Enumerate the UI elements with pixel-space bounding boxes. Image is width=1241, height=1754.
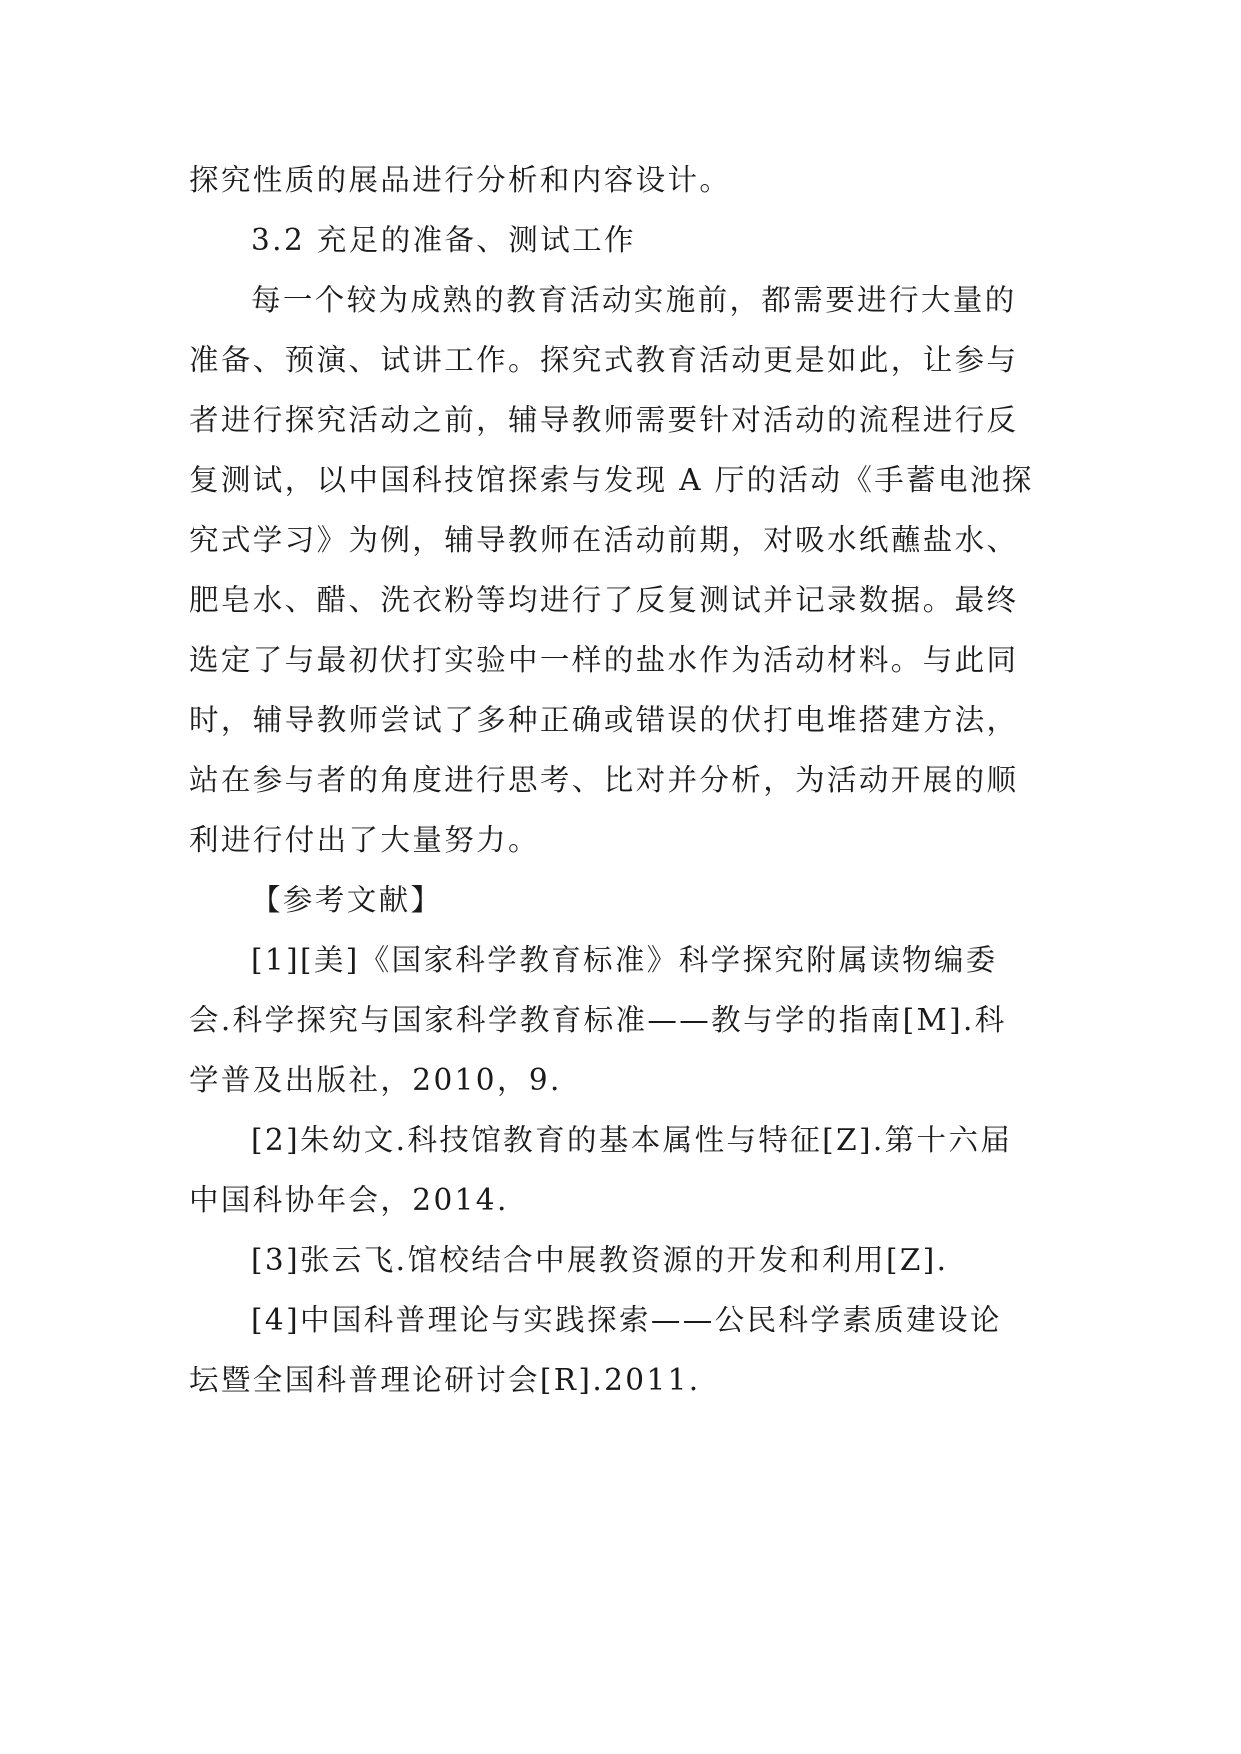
paragraph-line: 究式学习》为例，辅导教师在活动前期，对吸水纸蘸盐水、 [189, 523, 1019, 557]
reference-line: [4]中国科普理论与实践探索——公民科学素质建设论 [251, 1303, 1002, 1337]
reference-line: 坛暨全国科普理论研讨会[R].2011. [189, 1363, 701, 1397]
paragraph-line: 准备、预演、试讲工作。探究式教育活动更是如此，让参与 [189, 343, 1019, 377]
reference-line: [1][美]《国家科学教育标准》科学探究附属读物编委 [251, 943, 998, 977]
paragraph-line: 时，辅导教师尝试了多种正确或错误的伏打电堆搭建方法， [189, 703, 1019, 737]
paragraph-line: 每一个较为成熟的教育活动实施前，都需要进行大量的 [251, 283, 1017, 317]
paragraph-line: 者进行探究活动之前，辅导教师需要针对活动的流程进行反 [189, 403, 1019, 437]
paragraph-line: 选定了与最初伏打实验中一样的盐水作为活动材料。与此同 [189, 643, 1019, 677]
section-heading: 3.2 充足的准备、测试工作 [251, 223, 636, 257]
reference-line: [3]张云飞.馆校结合中展教资源的开发和利用[Z]. [251, 1243, 949, 1277]
body-text [189, 150, 1059, 1410]
reference-line: [2]朱幼文.科技馆教育的基本属性与特征[Z].第十六届 [251, 1123, 1013, 1157]
reference-line: 学普及出版社，2010，9. [189, 1063, 562, 1097]
paragraph-line: 探究性质的展品进行分析和内容设计。 [189, 163, 732, 197]
paragraph-line: 站在参与者的角度进行思考、比对并分析，为活动开展的顺 [189, 763, 1019, 797]
references-heading: 【参考文献】 [251, 883, 443, 917]
reference-line: 会.科学探究与国家科学教育标准——教与学的指南[M].科 [189, 1003, 1007, 1037]
paragraph-line: 利进行付出了大量努力。 [189, 823, 540, 857]
paragraph-line: 复测试，以中国科技馆探索与发现 A 厅的活动《手蓄电池探 [189, 463, 1034, 497]
reference-line: 中国科协年会，2014. [189, 1183, 509, 1217]
paragraph-line: 肥皂水、醋、洗衣粉等均进行了反复测试并记录数据。最终 [189, 583, 1019, 617]
